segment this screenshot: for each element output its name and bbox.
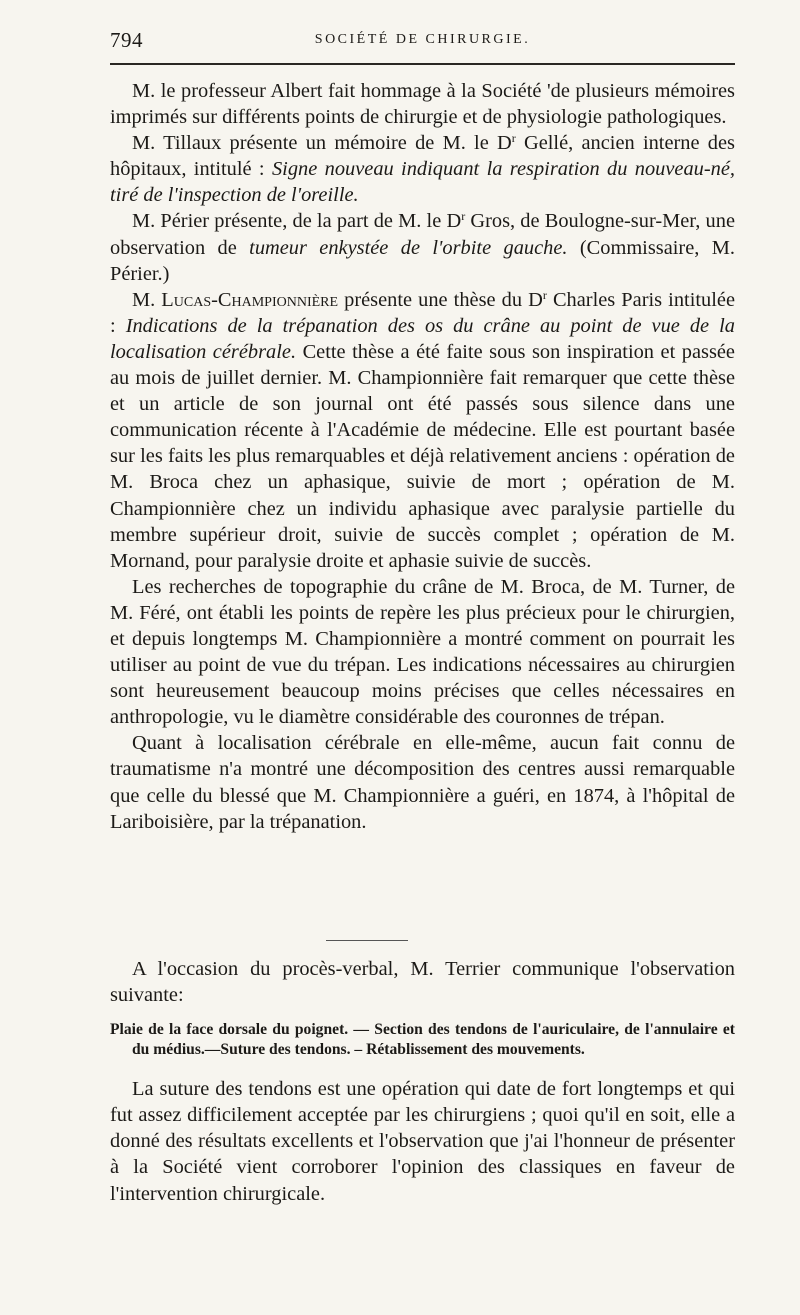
observation-intro: A l'occasion du procès-verbal, M. Terrier communique l'observation suivante: [110, 958, 735, 1007]
author-name: M. Lucas-Championnière [132, 288, 339, 311]
header-rule [110, 63, 735, 65]
main-text [110, 78, 735, 835]
page-header [110, 28, 735, 52]
text-span: Gellé, ancien interne des hôpitaux, intitulé : [110, 132, 735, 181]
superscript: r [511, 131, 516, 146]
thesis-title: Indications de la trépanation des os du crâne au point de vue de la localisation cérébrale. [110, 314, 735, 363]
memoir-title: Signe nouveau indiquant la respiration du nouveau-né, tiré de l'inspection de l'oreille. [110, 158, 735, 207]
text-span: M. Périer présente, de la part de M. le D [132, 210, 462, 233]
paragraph-tillaux [110, 130, 735, 208]
text-span: Gros, de Boulogne-sur-Mer, une observation de [110, 210, 735, 259]
observation-body: La suture des tendons est une opération qui date de fort longtemps et qui fut assez difficilement acceptée par les chirurgiens ; quoi qu'il en soit, elle a donné des résultats excellents et l'observation que j'ai l'honneur de présenter à la Société vient corroborer l'opinion des classiques en faveur de l'intervention chirurgicale. [110, 1078, 735, 1205]
paragraph-perier [110, 208, 735, 286]
superscript: r [542, 287, 547, 302]
observation-title: tumeur enkystée de l'orbite gauche. [249, 236, 568, 259]
observation-section [110, 956, 735, 1207]
paragraph-localisation: Quant à localisation cérébrale en elle-même, aucun fait connu de traumatisme n'a montré une décomposition des centres aussi remarquable que celle du blessé que M. Championnière a guéri, en 1874, à l'hôpital de Lariboisière, par la trépanation. [110, 732, 735, 833]
text-span: présente une thèse du D [338, 288, 543, 311]
observation-subtitle: Plaie de la face dorsale du poignet. — Section des tendons de l'auriculaire, de l'annulaire et du médius.—Suture des tendons. – Rétablissement des mouvements. [110, 1021, 735, 1059]
running-title: SOCIÉTÉ DE CHIRURGIE. [314, 32, 531, 47]
paragraph-championniere [110, 287, 735, 574]
text-span: (Commissaire, M. Périer.) [110, 236, 735, 285]
text-span: Charles Paris intitulée : [110, 288, 735, 337]
paragraph-albert: M. le professeur Albert fait hommage à la Société 'de plusieurs mémoires imprimés sur différents points de chirurgie et de physiologie pathologiques. [110, 80, 735, 129]
text-span: M. Tillaux présente un mémoire de M. le D [132, 132, 512, 155]
paragraph-topographie: Les recherches de topographie du crâne de M. Broca, de M. Turner, de M. Féré, ont établi les points de repère les plus précieux pour le chirurgien, et depuis longtemps M. Championnière a montré comment on pourrait les utiliser au point de vue du trépan. Les indications nécessaires au chirurgien sont heureusement beaucoup moins précises que celles nécessaires en anthropologie, vu le diamètre considérable des couronnes de trépan. [110, 575, 735, 729]
page-number: 794 [110, 28, 143, 52]
text-span: Cette thèse a été faite sous son inspiration et passée au mois de juillet dernier. M. Championnière fait remarquer que cette thèse et un article de son journal ont été passés sous silence dans une communication récente à l'Académie de médecine. Elle est pourtant basée sur les faits les plus remarquables et déjà relativement anciens : opération de M. Broca chez un aphasique, suivie de mort ; opération de M. Championnière chez un individu aphasique avec paralysie partielle du membre supérieur droit, suivie de succès complet ; opération de M. Mornand, pour paralysie droite et aphasie suivie de succès. [110, 340, 735, 572]
section-divider [326, 940, 408, 941]
superscript: r [461, 209, 466, 224]
